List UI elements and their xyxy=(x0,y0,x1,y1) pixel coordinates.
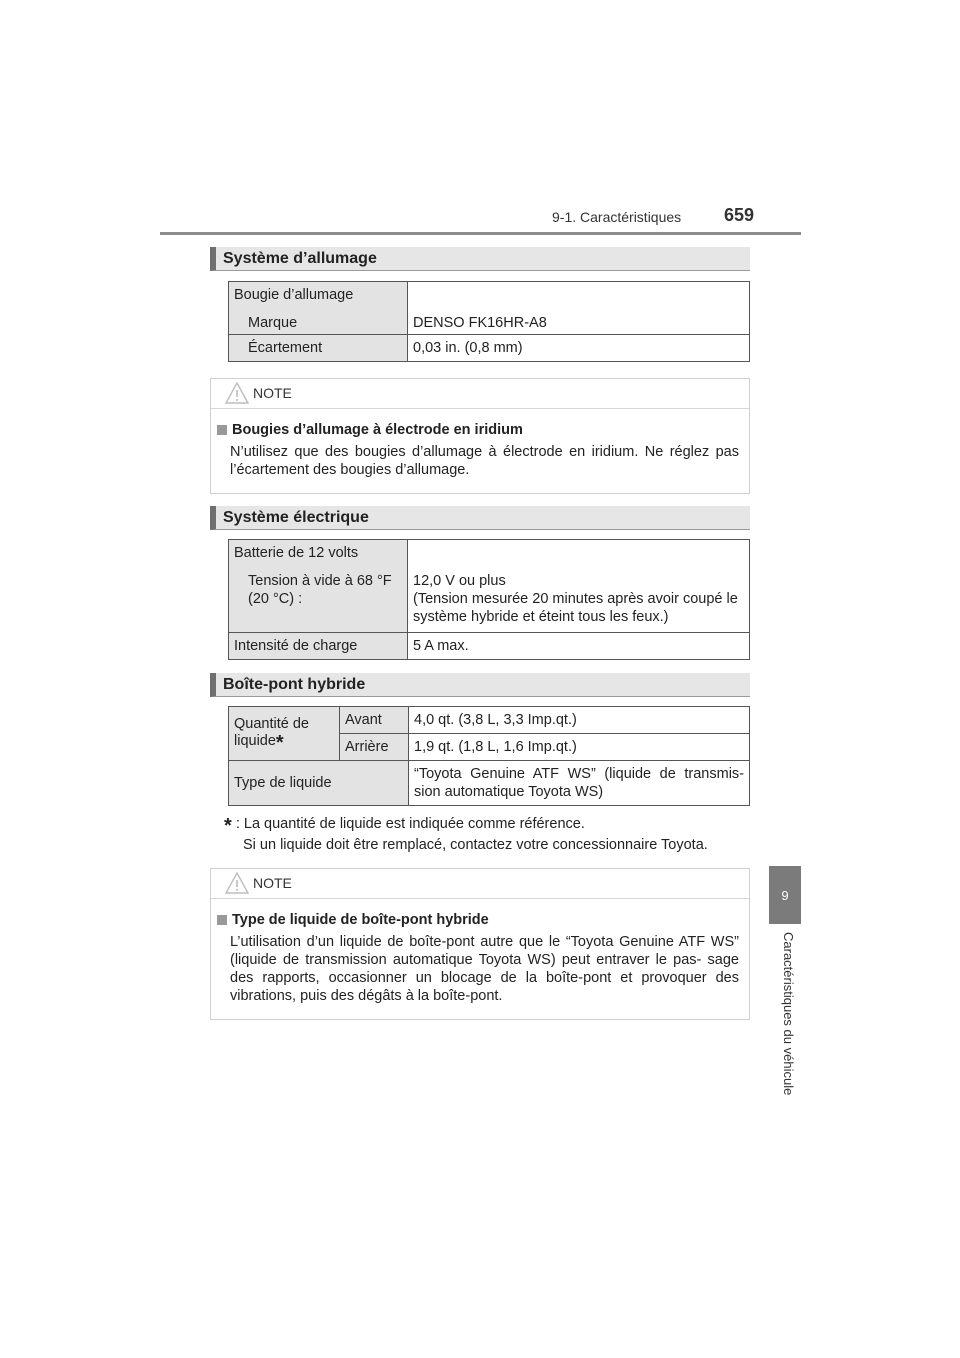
electrical-table xyxy=(228,539,750,660)
footnote-line-1: * : La quantité de liquide est indiquée comme référence. xyxy=(224,815,585,837)
table-row xyxy=(229,707,750,734)
note-heading xyxy=(217,421,739,439)
footnote-marker: * xyxy=(275,731,284,754)
rear-value: 1,9 qt. (1,8 L, 1,6 Imp.qt.) xyxy=(409,734,750,761)
gap-label: Écartement xyxy=(248,340,323,356)
warning-icon xyxy=(225,382,249,404)
header-rule xyxy=(160,232,801,235)
table-row xyxy=(229,633,750,660)
note-box-spark-plugs xyxy=(210,378,750,494)
table-cell xyxy=(408,540,750,633)
table-row xyxy=(229,282,750,335)
chapter-label: Caractéristiques du véhicule xyxy=(781,932,796,1096)
spark-plug-group-label: Bougie d’allumage xyxy=(234,287,354,303)
brand-label: Marque xyxy=(248,315,298,331)
table-row xyxy=(229,540,750,633)
note-title: NOTE xyxy=(253,385,292,401)
charge-label: Intensité de charge xyxy=(229,633,408,660)
note-box-transaxle-fluid xyxy=(210,868,750,1020)
transaxle-section-title: Boîte-pont hybride xyxy=(210,673,750,697)
ignition-section-title: Système d’allumage xyxy=(210,247,750,271)
warning-icon xyxy=(225,872,249,894)
table-row xyxy=(229,335,750,362)
footnote-line-2: Si un liquide doit être remplacé, contactez votre concessionnaire Toyota. xyxy=(243,837,708,853)
transaxle-table xyxy=(228,706,750,806)
fluid-quantity-label: Quantité de liquide xyxy=(234,715,309,749)
note-header xyxy=(211,379,749,409)
table-row xyxy=(229,761,750,806)
note-heading-text: Type de liquide de boîte-pont hybride xyxy=(232,912,489,928)
voltage-value: 12,0 V ou plus xyxy=(413,573,506,589)
note-title: NOTE xyxy=(253,875,292,891)
section-title: 9-1. Caractéristiques xyxy=(552,209,682,225)
note-text: L’utilisation d’un liquide de boîte-pont autre que le “Toyota Genuine ATF WS” (liquide de transmission automatique Toyota WS) peut entraver le pas- sage des rapports, occasionner un blocage de la boîte-pont et provoquer des vibrations, puis des dégâts à la boîte-pont. xyxy=(230,934,739,1004)
voltage-label: Tension à vide à 68 °F (20 °C) : xyxy=(248,573,392,607)
charge-value: 5 A max. xyxy=(408,633,750,660)
table-cell xyxy=(229,282,408,335)
page-number: 659 xyxy=(724,205,755,225)
voltage-note: (Tension mesurée 20 minutes après avoir coupé le système hybride et éteint tous les feux.) xyxy=(413,591,738,625)
table-cell xyxy=(229,707,340,761)
chapter-tab xyxy=(769,866,801,924)
note-header xyxy=(211,869,749,899)
note-body xyxy=(211,409,749,491)
rear-label: Arrière xyxy=(340,734,409,761)
fluid-type-label: Type de liquide xyxy=(229,761,409,806)
note-text: N’utilisez que des bougies d’allumage à électrode en iridium. Ne réglez pas l’écartement des bougies d’allumage. xyxy=(230,444,739,478)
footnote-star: * xyxy=(224,815,232,837)
front-label: Avant xyxy=(340,707,409,734)
brand-value: DENSO FK16HR-A8 xyxy=(408,282,750,335)
table-cell xyxy=(229,540,408,633)
chapter-number: 9 xyxy=(781,887,789,903)
ignition-table xyxy=(228,281,750,362)
footnote xyxy=(224,815,744,855)
square-bullet-icon xyxy=(217,425,227,435)
note-body xyxy=(211,899,749,1017)
table-cell xyxy=(229,335,408,362)
note-heading xyxy=(217,911,739,929)
front-value: 4,0 qt. (3,8 L, 3,3 Imp.qt.) xyxy=(409,707,750,734)
gap-value: 0,03 in. (0,8 mm) xyxy=(408,335,750,362)
battery-group-label: Batterie de 12 volts xyxy=(234,545,359,561)
square-bullet-icon xyxy=(217,915,227,925)
note-heading-text: Bougies d’allumage à électrode en iridium xyxy=(232,422,523,438)
fluid-type-value: “Toyota Genuine ATF WS” (liquide de transmis- sion automatique Toyota WS) xyxy=(409,761,750,806)
electrical-section-title: Système électrique xyxy=(210,506,750,530)
